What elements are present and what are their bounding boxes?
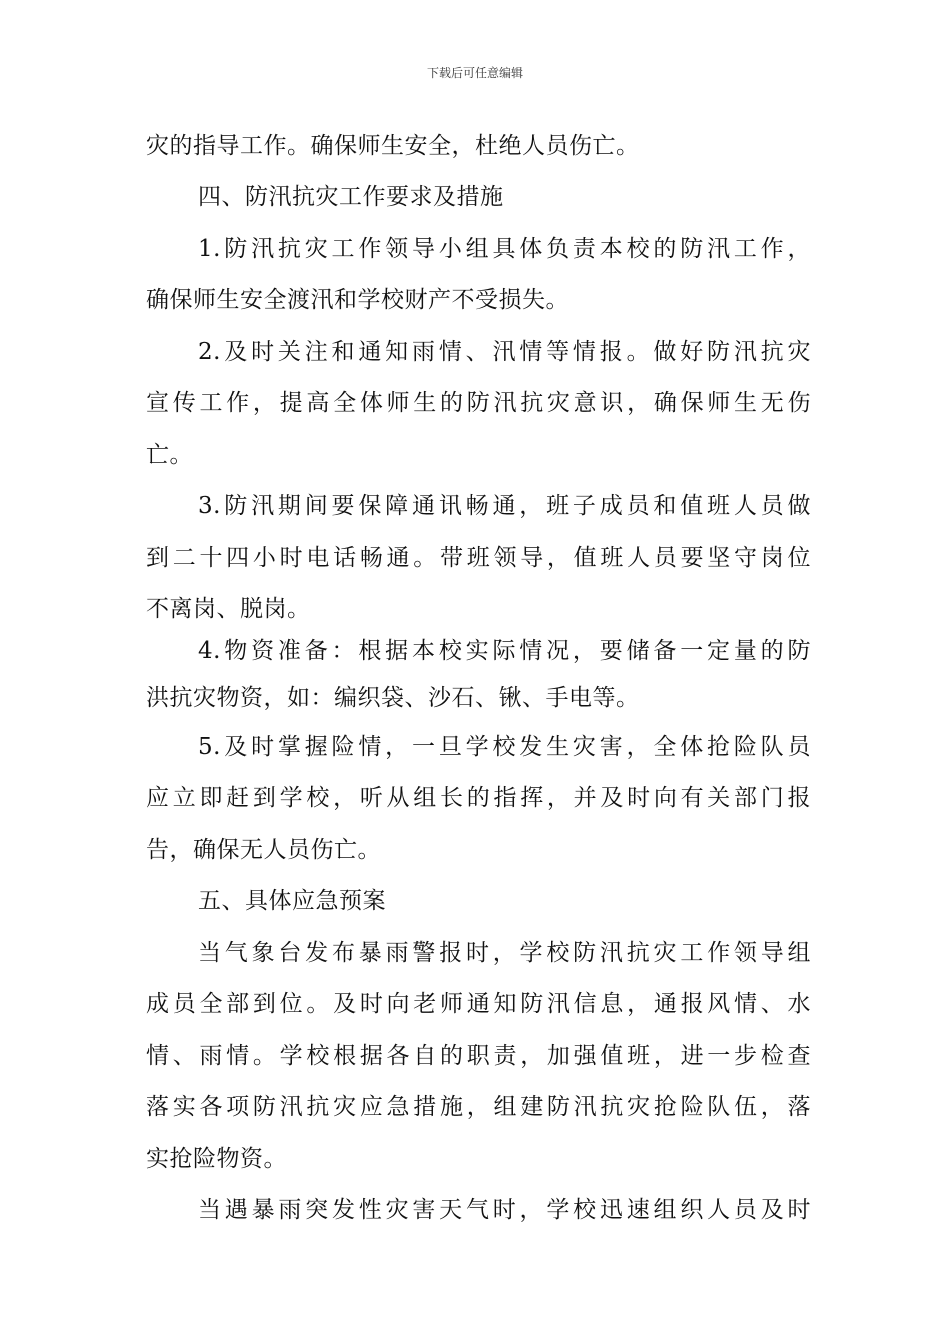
paragraph-line: 情、雨情。学校根据各自的职责，加强值班，进一步检查 <box>146 1043 811 1069</box>
paragraph-line: 2.及时关注和通知雨情、汛情等情报。做好防汛抗灾 <box>198 339 811 365</box>
paragraph-line: 1.防汛抗灾工作领导小组具体负责本校的防汛工作， <box>198 236 811 262</box>
paragraph-line: 应立即赶到学校，听从组长的指挥，并及时向有关部门报 <box>146 785 811 811</box>
paragraph-line: 成员全部到位。及时向老师通知防汛信息，通报风情、水 <box>146 991 811 1017</box>
paragraph-line: 落实各项防汛抗灾应急措施，组建防汛抗灾抢险队伍，落 <box>146 1094 811 1120</box>
paragraph-line: 亡。 <box>146 442 193 468</box>
section-heading: 四、防汛抗灾工作要求及措施 <box>198 184 504 210</box>
paragraph-line: 洪抗灾物资，如：编织袋、沙石、锹、手电等。 <box>146 685 640 711</box>
paragraph-line: 当气象台发布暴雨警报时，学校防汛抗灾工作领导组 <box>198 940 811 966</box>
paragraph-line: 3.防汛期间要保障通讯畅通，班子成员和值班人员做 <box>198 493 811 519</box>
paragraph-line: 到二十四小时电话畅通。带班领导，值班人员要坚守岗位 <box>146 545 811 571</box>
paragraph-line: 灾的指导工作。确保师生安全，杜绝人员伤亡。 <box>146 133 640 159</box>
header-note: 下载后可任意编辑 <box>426 66 523 80</box>
paragraph-line: 实抢险物资。 <box>146 1146 287 1172</box>
section-heading: 五、具体应急预案 <box>198 888 386 914</box>
paragraph-line: 当遇暴雨突发性灾害天气时，学校迅速组织人员及时 <box>198 1197 811 1223</box>
paragraph-line: 4.物资准备：根据本校实际情况，要储备一定量的防 <box>198 638 811 664</box>
paragraph-line: 确保师生安全渡汛和学校财产不受损失。 <box>146 287 569 313</box>
paragraph-line: 告，确保无人员伤亡。 <box>146 837 381 863</box>
paragraph-line: 5.及时掌握险情，一旦学校发生灾害，全体抢险队员 <box>198 734 811 760</box>
paragraph-line: 宣传工作，提高全体师生的防汛抗灾意识，确保师生无伤 <box>146 390 811 416</box>
paragraph-line: 不离岗、脱岗。 <box>146 596 311 622</box>
